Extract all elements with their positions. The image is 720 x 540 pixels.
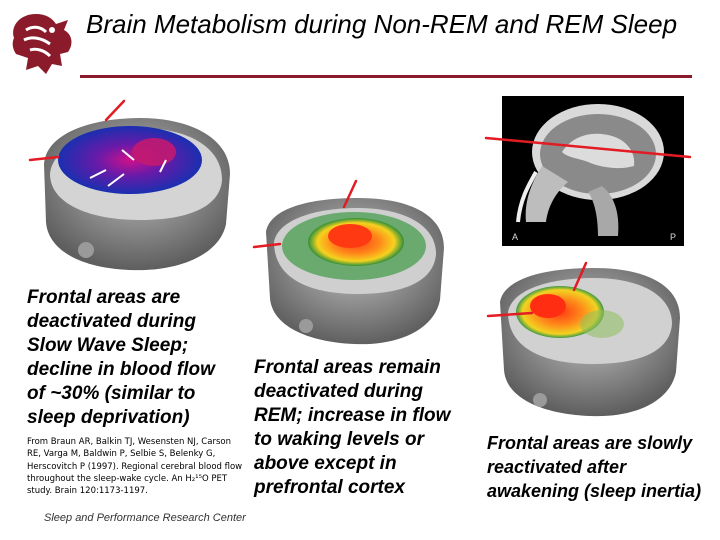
pet-scan-awakening xyxy=(490,262,690,424)
mri-label-a: A xyxy=(512,232,519,242)
mri-label-p: P xyxy=(670,232,677,242)
mri-sagittal-scan xyxy=(502,96,684,246)
citation-text: From Braun AR, Balkin TJ, Wesensten NJ, Carson RE, Varga M, Baldwin P, Selbie S, Belenky G, Herscovitch P (1997). Regional cerebral blood flow throughout the sleep-wake cycle. An H₂¹⁵O PET study. Brain 120:1173-1197. xyxy=(27,437,243,497)
pet-scan-rem xyxy=(258,192,454,350)
caption-awakening: Frontal areas are slowly reactivated after awakening (sleep inertia) xyxy=(487,433,702,501)
title-underline xyxy=(80,75,692,78)
caption-rem-sleep: Frontal areas remain deactivated during REM; increase in flow to waking levels or above except in prefrontal cortex xyxy=(254,357,451,498)
footer-credit: Sleep and Performance Research Center xyxy=(44,512,246,524)
pet-scan-slow-wave xyxy=(30,104,242,276)
caption-slow-wave-sleep: Frontal areas are deactivated during Slow Wave Sleep; decline in blood flow of ~30% (similar to sleep deprivation) xyxy=(27,287,215,428)
slide-title: Brain Metabolism during Non-REM and REM Sleep xyxy=(86,9,678,39)
cougar-head-logo xyxy=(6,8,78,78)
